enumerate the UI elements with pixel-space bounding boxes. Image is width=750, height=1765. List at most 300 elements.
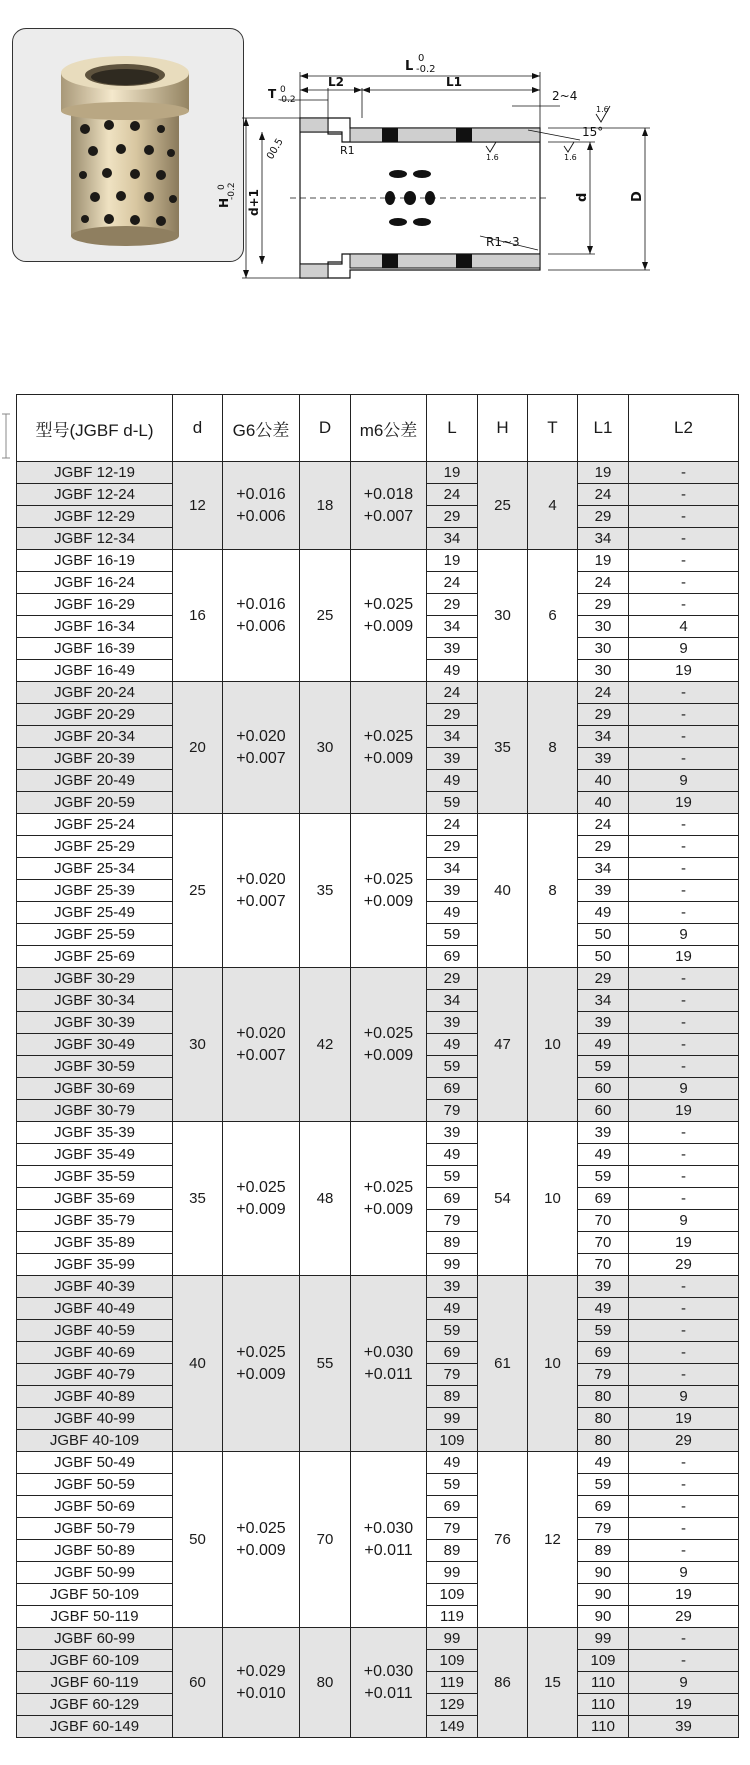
model-cell: JGBF 60-129 [17,1694,173,1716]
bushing-illustration [13,29,243,261]
L1-cell: 34 [578,990,629,1012]
model-cell: JGBF 12-29 [17,506,173,528]
L2-cell: - [629,726,739,748]
L1-cell: 29 [578,968,629,990]
H-cell: 25 [478,462,528,550]
L1-cell: 90 [578,1584,629,1606]
L2-cell: 9 [629,1386,739,1408]
header-m6: m6公差 [351,395,427,462]
L1-cell: 70 [578,1210,629,1232]
m6-lower: +0.009 [363,749,414,767]
L1-cell: 80 [578,1386,629,1408]
dim-T-label: T [268,87,277,101]
L-cell: 49 [427,770,478,792]
m6-upper: +0.025 [363,1178,414,1196]
T-cell: 6 [528,550,578,682]
L2-cell: 19 [629,1584,739,1606]
g6-upper: +0.025 [236,1519,286,1537]
L1-cell: 49 [578,1144,629,1166]
g6-lower: +0.010 [236,1684,286,1702]
L2-cell: - [629,462,739,484]
L2-cell: - [629,1342,739,1364]
L1-cell: 60 [578,1100,629,1122]
roughness-mid: 1.6 [486,153,499,162]
roughness-top: 1.6 [596,105,609,114]
g6-upper: +0.025 [236,1178,286,1196]
L1-cell: 70 [578,1232,629,1254]
g6-upper: +0.020 [236,1024,286,1042]
g6-tolerance-cell [223,1276,300,1452]
model-cell: JGBF 12-24 [17,484,173,506]
L1-cell: 50 [578,924,629,946]
L-cell: 119 [427,1606,478,1628]
L2-cell: - [629,1364,739,1386]
m6-lower: +0.009 [363,1200,414,1218]
L2-cell: - [629,484,739,506]
L2-cell: - [629,1166,739,1188]
H-cell: 61 [478,1276,528,1452]
L2-cell: 29 [629,1430,739,1452]
header-D: D [300,395,351,462]
dim-d-label: d [575,192,590,202]
g6-lower: +0.007 [236,749,286,767]
m6-lower: +0.009 [363,892,414,910]
model-cell: JGBF 40-49 [17,1298,173,1320]
L2-cell: - [629,880,739,902]
L-cell: 39 [427,1276,478,1298]
model-cell: JGBF 16-24 [17,572,173,594]
model-cell: JGBF 40-59 [17,1320,173,1342]
L2-cell: - [629,748,739,770]
L-cell: 39 [427,880,478,902]
T-cell: 4 [528,462,578,550]
row-height-marker [0,412,12,460]
m6-lower: +0.011 [364,1684,413,1702]
model-cell: JGBF 16-49 [17,660,173,682]
L-cell: 89 [427,1540,478,1562]
m6-upper: +0.030 [363,1343,414,1361]
L1-cell: 29 [578,704,629,726]
dim-length-tol-lower: -0.2 [416,64,436,75]
d-cell: 30 [173,968,223,1122]
L-cell: 79 [427,1518,478,1540]
L-cell: 59 [427,792,478,814]
L1-cell: 99 [578,1628,629,1650]
L1-cell: 40 [578,792,629,814]
L-cell: 29 [427,506,478,528]
L-cell: 19 [427,550,478,572]
L2-cell: - [629,1628,739,1650]
L-cell: 34 [427,858,478,880]
L2-cell: 9 [629,1562,739,1584]
d-cell: 40 [173,1276,223,1452]
g6-upper: +0.020 [236,727,286,745]
L-cell: 19 [427,462,478,484]
H-cell: 54 [478,1122,528,1276]
dim-H-label: H [217,197,231,208]
L2-cell: 29 [629,1254,739,1276]
model-cell: JGBF 35-99 [17,1254,173,1276]
L-cell: 29 [427,836,478,858]
g6-upper: +0.020 [236,870,286,888]
m6-tolerance-cell [351,550,427,682]
g6-lower: +0.006 [236,507,286,525]
L2-cell: 9 [629,1672,739,1694]
d-cell: 16 [173,550,223,682]
L2-cell: - [629,1452,739,1474]
model-cell: JGBF 30-69 [17,1078,173,1100]
header-g6: G6公差 [223,395,300,462]
L-cell: 24 [427,814,478,836]
L-cell: 59 [427,1474,478,1496]
table-row [17,682,739,704]
m6-upper: +0.018 [363,485,414,503]
table-row [17,1452,739,1474]
H-cell: 35 [478,682,528,814]
model-cell: JGBF 30-39 [17,1012,173,1034]
L1-cell: 110 [578,1694,629,1716]
dim-chamfer-label: 00.5 [265,136,286,162]
L-cell: 109 [427,1430,478,1452]
g6-tolerance-cell [223,682,300,814]
model-cell: JGBF 30-49 [17,1034,173,1056]
L1-cell: 109 [578,1650,629,1672]
model-cell: JGBF 40-89 [17,1386,173,1408]
m6-tolerance-cell [351,1628,427,1738]
L1-cell: 30 [578,660,629,682]
H-cell: 86 [478,1628,528,1738]
L-cell: 49 [427,902,478,924]
L1-cell: 24 [578,682,629,704]
L1-cell: 49 [578,1452,629,1474]
L1-cell: 80 [578,1430,629,1452]
m6-tolerance-cell [351,968,427,1122]
dim-D-label: D [630,191,645,202]
model-cell: JGBF 25-39 [17,880,173,902]
header-L1: L1 [578,395,629,462]
table-row [17,1276,739,1298]
m6-tolerance-cell [351,814,427,968]
L-cell: 59 [427,1056,478,1078]
L2-cell: - [629,1034,739,1056]
L2-cell: - [629,1474,739,1496]
model-cell: JGBF 50-69 [17,1496,173,1518]
L1-cell: 49 [578,1298,629,1320]
dim-T-tol-lower: -0.2 [278,95,296,105]
model-cell: JGBF 25-24 [17,814,173,836]
L2-cell: - [629,902,739,924]
L-cell: 109 [427,1650,478,1672]
L2-cell: - [629,968,739,990]
g6-upper: +0.025 [236,1343,286,1361]
T-cell: 12 [528,1452,578,1628]
model-cell: JGBF 40-109 [17,1430,173,1452]
D-cell: 25 [300,550,351,682]
L-cell: 69 [427,1496,478,1518]
L2-cell: - [629,1298,739,1320]
model-cell: JGBF 50-49 [17,1452,173,1474]
L1-cell: 34 [578,858,629,880]
table-row [17,550,739,572]
L-cell: 109 [427,1584,478,1606]
L-cell: 29 [427,594,478,616]
product-photo [12,28,244,262]
L-cell: 119 [427,1672,478,1694]
L1-cell: 70 [578,1254,629,1276]
D-cell: 42 [300,968,351,1122]
L1-cell: 30 [578,638,629,660]
L2-cell: - [629,594,739,616]
L2-cell: 19 [629,1694,739,1716]
L1-cell: 24 [578,484,629,506]
m6-lower: +0.009 [363,1046,414,1064]
header-model: 型号(JGBF d-L) [17,395,173,462]
g6-lower: +0.009 [236,1541,286,1559]
L1-cell: 49 [578,902,629,924]
model-cell: JGBF 16-34 [17,616,173,638]
L2-cell: - [629,1056,739,1078]
L2-cell: - [629,1540,739,1562]
table-row [17,814,739,836]
L1-cell: 59 [578,1166,629,1188]
L-cell: 69 [427,1342,478,1364]
L2-cell: - [629,814,739,836]
L1-cell: 24 [578,814,629,836]
model-cell: JGBF 40-39 [17,1276,173,1298]
model-cell: JGBF 35-79 [17,1210,173,1232]
dim-radius-label: R1 [340,144,355,157]
L1-cell: 29 [578,594,629,616]
L-cell: 99 [427,1628,478,1650]
T-cell: 15 [528,1628,578,1738]
model-cell: JGBF 20-34 [17,726,173,748]
L2-cell: 9 [629,770,739,792]
L-cell: 69 [427,1188,478,1210]
L2-cell: 9 [629,1078,739,1100]
g6-tolerance-cell [223,1122,300,1276]
L2-cell: 9 [629,638,739,660]
L-cell: 49 [427,1452,478,1474]
L-cell: 24 [427,682,478,704]
L-cell: 59 [427,1320,478,1342]
T-cell: 8 [528,682,578,814]
m6-upper: +0.030 [363,1662,414,1680]
d-cell: 25 [173,814,223,968]
L-cell: 34 [427,726,478,748]
model-cell: JGBF 60-109 [17,1650,173,1672]
m6-tolerance-cell [351,682,427,814]
dim-L1-label: L1 [446,75,462,89]
g6-upper: +0.029 [236,1662,286,1680]
L2-cell: 19 [629,946,739,968]
L1-cell: 69 [578,1188,629,1210]
L-cell: 99 [427,1562,478,1584]
D-cell: 30 [300,682,351,814]
table-row [17,1122,739,1144]
L-cell: 34 [427,528,478,550]
dim-H-tol-upper: 0 [217,184,227,190]
D-cell: 18 [300,462,351,550]
D-cell: 80 [300,1628,351,1738]
model-cell: JGBF 20-24 [17,682,173,704]
L1-cell: 39 [578,880,629,902]
T-cell: 10 [528,1276,578,1452]
m6-lower: +0.009 [363,617,414,635]
model-cell: JGBF 40-79 [17,1364,173,1386]
model-cell: JGBF 12-34 [17,528,173,550]
L1-cell: 19 [578,462,629,484]
D-cell: 55 [300,1276,351,1452]
L1-cell: 34 [578,528,629,550]
table-row [17,1628,739,1650]
L1-cell: 69 [578,1342,629,1364]
L2-cell: 4 [629,616,739,638]
model-cell: JGBF 30-34 [17,990,173,1012]
model-cell: JGBF 25-29 [17,836,173,858]
g6-lower: +0.007 [236,892,286,910]
L-cell: 49 [427,660,478,682]
L2-cell: - [629,1496,739,1518]
L-cell: 99 [427,1408,478,1430]
L2-cell: - [629,836,739,858]
L-cell: 39 [427,1012,478,1034]
L1-cell: 90 [578,1606,629,1628]
L-cell: 129 [427,1694,478,1716]
L2-cell: 19 [629,1232,739,1254]
spec-table [16,394,739,1738]
d-cell: 50 [173,1452,223,1628]
L-cell: 49 [427,1298,478,1320]
L2-cell: - [629,1276,739,1298]
T-cell: 10 [528,1122,578,1276]
model-cell: JGBF 30-29 [17,968,173,990]
model-cell: JGBF 12-19 [17,462,173,484]
L1-cell: 29 [578,506,629,528]
model-cell: JGBF 40-69 [17,1342,173,1364]
L1-cell: 39 [578,1122,629,1144]
L-cell: 34 [427,616,478,638]
d-cell: 35 [173,1122,223,1276]
m6-tolerance-cell [351,1452,427,1628]
model-cell: JGBF 35-89 [17,1232,173,1254]
L-cell: 24 [427,572,478,594]
L-cell: 29 [427,704,478,726]
dim-length-label: L [405,59,414,74]
L1-cell: 34 [578,726,629,748]
L-cell: 59 [427,924,478,946]
L2-cell: - [629,858,739,880]
model-cell: JGBF 50-99 [17,1562,173,1584]
g6-lower: +0.006 [236,617,286,635]
L1-cell: 110 [578,1672,629,1694]
dim-chamfer-len: 2~4 [552,89,578,103]
L1-cell: 79 [578,1364,629,1386]
g6-tolerance-cell [223,968,300,1122]
L-cell: 89 [427,1386,478,1408]
table-row [17,968,739,990]
L1-cell: 24 [578,572,629,594]
L2-cell: - [629,1188,739,1210]
m6-upper: +0.030 [363,1519,414,1537]
model-cell: JGBF 25-34 [17,858,173,880]
table-row [17,462,739,484]
D-cell: 35 [300,814,351,968]
L1-cell: 60 [578,1078,629,1100]
L2-cell: 19 [629,1100,739,1122]
L1-cell: 80 [578,1408,629,1430]
g6-tolerance-cell [223,814,300,968]
roughness-right: 1.6 [564,153,577,162]
L1-cell: 39 [578,1012,629,1034]
model-cell: JGBF 40-99 [17,1408,173,1430]
header-d: d [173,395,223,462]
m6-tolerance-cell [351,1122,427,1276]
model-cell: JGBF 16-19 [17,550,173,572]
dim-head-dia-label: d+1 [247,189,261,216]
m6-lower: +0.011 [364,1541,413,1559]
L2-cell: 29 [629,1606,739,1628]
L2-cell: - [629,704,739,726]
dim-angle: 15° [582,125,604,139]
m6-lower: +0.007 [363,507,414,525]
L-cell: 59 [427,1166,478,1188]
L2-cell: - [629,506,739,528]
m6-tolerance-cell [351,1276,427,1452]
model-cell: JGBF 25-49 [17,902,173,924]
dim-H-tol-lower: -0.2 [227,182,237,200]
L-cell: 79 [427,1100,478,1122]
dim-T-tol-upper: 0 [280,85,286,95]
L2-cell: - [629,1122,739,1144]
L2-cell: - [629,990,739,1012]
m6-upper: +0.025 [363,595,414,613]
m6-upper: +0.025 [363,870,414,888]
L1-cell: 110 [578,1716,629,1738]
model-cell: JGBF 30-79 [17,1100,173,1122]
L-cell: 39 [427,748,478,770]
model-cell: JGBF 35-39 [17,1122,173,1144]
model-cell: JGBF 50-109 [17,1584,173,1606]
L1-cell: 29 [578,836,629,858]
table-header-row [17,395,739,462]
model-cell: JGBF 35-69 [17,1188,173,1210]
L2-cell: 9 [629,1210,739,1232]
technical-drawing [217,50,745,330]
L2-cell: - [629,1518,739,1540]
model-cell: JGBF 50-89 [17,1540,173,1562]
L1-cell: 39 [578,1276,629,1298]
H-cell: 47 [478,968,528,1122]
L2-cell: - [629,572,739,594]
model-cell: JGBF 20-59 [17,792,173,814]
L1-cell: 90 [578,1562,629,1584]
dim-length-tol-upper: 0 [418,53,425,64]
m6-tolerance-cell [351,462,427,550]
L-cell: 79 [427,1210,478,1232]
T-cell: 10 [528,968,578,1122]
L1-cell: 40 [578,770,629,792]
model-cell: JGBF 20-49 [17,770,173,792]
model-cell: JGBF 20-39 [17,748,173,770]
H-cell: 30 [478,550,528,682]
L-cell: 149 [427,1716,478,1738]
L1-cell: 50 [578,946,629,968]
g6-upper: +0.016 [236,485,286,503]
L-cell: 89 [427,1232,478,1254]
d-cell: 20 [173,682,223,814]
D-cell: 70 [300,1452,351,1628]
header-H: H [478,395,528,462]
